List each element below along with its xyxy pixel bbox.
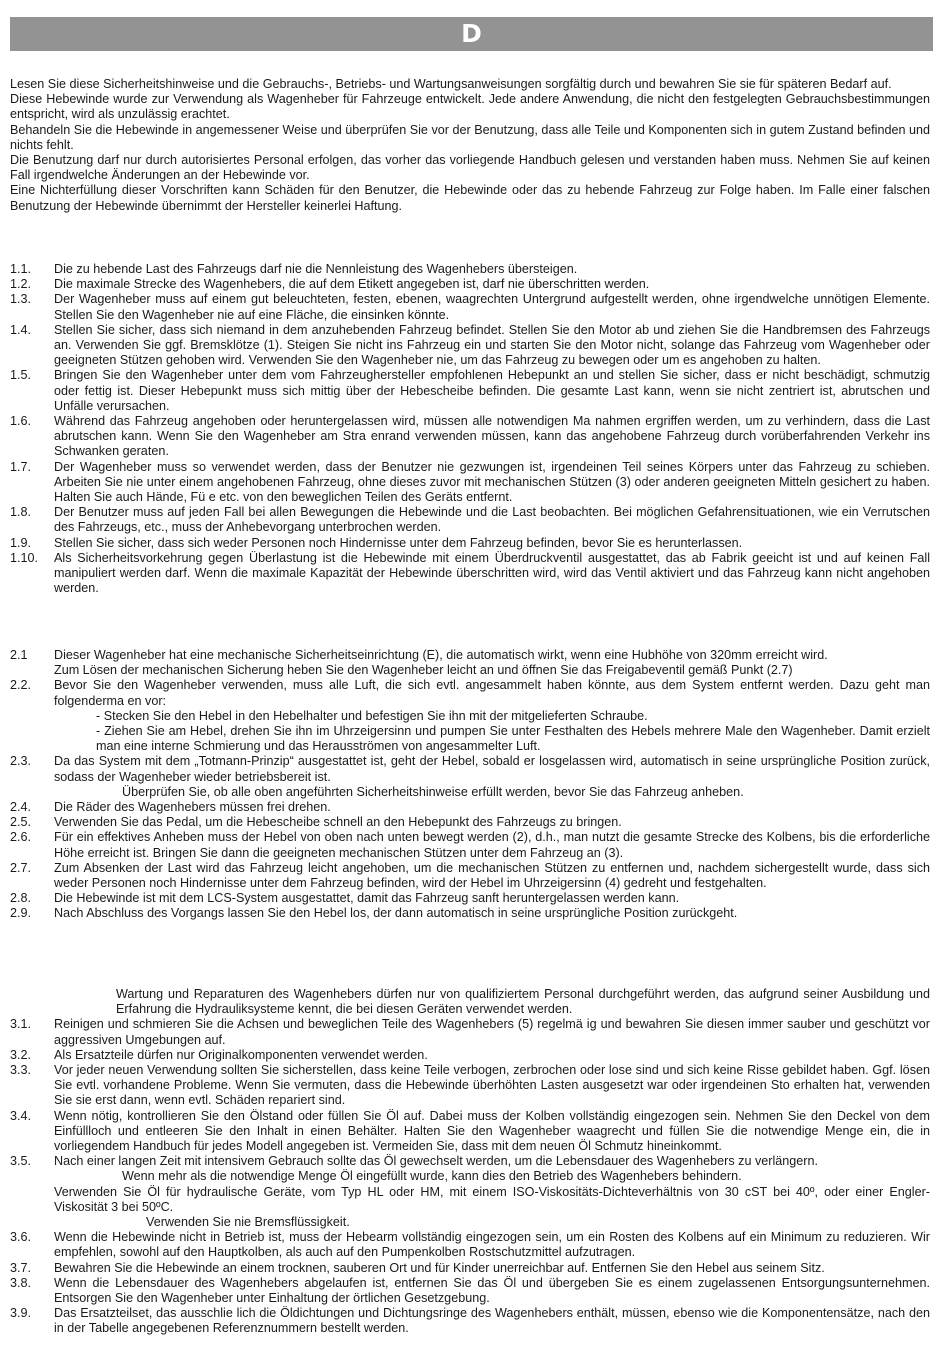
item-number: 1.6. [10,414,32,429]
item-text: Der Benutzer muss auf jeden Fall bei allen Bewegungen die Hebewinde und die Last beobachten. Bei möglichen Gefahrensituationen, wie ein Verrutschen des Fahrzeugs, etc., muss der Anhebevorgang unterbrochen werden. [54,505,930,535]
sub-step: - Ziehen Sie am Hebel, drehen Sie ihn im Uhrzeigersinn und pumpen Sie unter Festhalten des Hebels mehrere Male den Wagenheber. Damit erzielt man eine interne Schmierung und das Herausströmen von angesammelter Luft. [96,724,930,754]
item-continuation: Verwenden Sie nie Bremsflüssigkeit. [146,1215,350,1230]
item-number: 1.8. [10,505,32,520]
section-2-operation [10,648,930,922]
list-item [10,505,930,535]
item-text: Wenn die Hebewinde nicht in Betrieb ist, muss der Hebearm vollständig eingezogen sein, um ein Rosten des Kolbens auf ein Minimum zu reduzieren. Wir empfehlen, sowohl auf den Hauptkolben, als auch auf den Pumpenkolben Rostschutzmittel aufzutragen. [54,1230,930,1260]
list-item [10,1276,930,1306]
list-item [10,815,930,830]
list-item [10,277,930,292]
item-text: Nach einer langen Zeit mit intensivem Gebrauch sollte das Öl gewechselt werden, um die Lebensdauer des Wagenhebers zu verlängern. [54,1154,818,1169]
item-number: 1.4. [10,322,32,337]
item-number: 1.10. [10,550,39,565]
item-number: 1.7. [10,459,32,474]
list-item [10,800,930,815]
item-number: 2.3. [10,754,32,769]
item-number: 3.2. [10,1047,32,1062]
intro-paragraph: Lesen Sie diese Sicherheitshinweise und die Gebrauchs-, Betriebs- und Wartungsanweisungen sorgfältig durch und bewahren Sie sie für späteren Bedarf auf. [10,77,892,91]
item-text: Reinigen und schmieren Sie die Achsen und beweglichen Teile des Wagenhebers (5) regelmä ig und bewahren Sie diesen immer sauber und geschützt vor aggressiven Umgebungen auf. [54,1017,930,1047]
item-number: 2.1 [10,648,28,662]
intro-text [10,77,930,214]
item-text: Während das Fahrzeug angehoben oder heruntergelassen wird, müssen alle notwendigen Ma nahmen ergriffen werden, um zu verhindern, dass die Last abrutschen kann. Wenn Sie den Wagenheber am Stra enrand verwenden müssen, kann das angehobene Fahrzeug durch vorüberfahrenden Verkehr ins Schwanken geraten. [54,414,930,459]
item-number: 2.2. [10,678,32,693]
item-text: Dieser Wagenheber hat eine mechanische Sicherheitseinrichtung (E), die automatisch wirkt, wenn eine Hubhöhe von 320mm erreicht wird. [54,648,828,662]
item-number: 2.9. [10,906,32,921]
item-text: Der Wagenheber muss auf einem gut beleuchteten, festen, ebenen, waagrechten Untergrund aufgestellt werden, ohne irgendwelche unnötigen Elemente. Stellen Sie den Wagenheber nie auf eine Fläche, die einsinken könnte. [54,292,930,322]
item-text: Die zu hebende Last des Fahrzeugs darf nie die Nennleistung des Wagenhebers übersteigen. [54,262,578,276]
list-item [10,536,930,551]
item-text: Bringen Sie den Wagenheber unter dem vom Fahrzeughersteller empfohlenen Hebepunkt an und stellen Sie sicher, dass er nicht beschädigt, schmutzig oder fettig ist. Dieser Hebepunkt muss sich mittig über der Hebescheibe befinden. Die gesamte Last kann, wenn sie nicht zentriert ist, abrutschen und Unfälle verursachen. [54,368,930,413]
item-continuation: Zum Lösen der mechanischen Sicherung heben Sie den Wagenheber leicht an und öffnen Sie das Freigabeventil gemäß Punkt (2.7) [54,663,793,678]
list-item [10,1306,930,1336]
item-text: Verwenden Sie das Pedal, um die Hebescheibe schnell an den Hebepunkt des Fahrzeugs zu bringen. [54,815,622,830]
language-header: D [10,17,933,51]
item-text: Die Räder des Wagenhebers müssen frei drehen. [54,800,331,815]
list-item [10,1154,930,1169]
list-item [10,292,930,322]
list-item [10,551,930,597]
list-item [10,1261,930,1276]
item-number: 1.3. [10,292,32,307]
item-number: 3.9. [10,1306,32,1321]
item-number: 1.2. [10,277,32,292]
item-number: 3.8. [10,1275,32,1290]
section-3-maintenance [10,987,930,1337]
list-item [10,460,930,506]
item-text: Da das System mit dem „Totmann-Prinzip“ ausgestattet ist, geht der Hebel, sobald er losgelassen wird, automatisch in seine ursprüngliche Position zurück, sodass der Wagenheber wieder betriebsbereit ist. [54,754,930,784]
item-text: Wenn die Lebensdauer des Wagenhebers abgelaufen ist, entfernen Sie das Öl und übergeben Sie es einem zugelassenen Entsorgungsunternehmen. Entsorgen Sie den Wagenheber unter Einhaltung der örtlichen Gesetzgebung. [54,1275,930,1306]
item-text: Das Ersatzteilset, das ausschlie lich die Öldichtungen und Dichtungsringe des Wagenhebers enthält, müssen, ebenso wie die Komponentensätze, nach den in der Tabelle angegebenen Referenznummern bestellt werden. [54,1306,930,1336]
item-text: Stellen Sie sicher, dass sich weder Personen noch Hindernisse unter dem Fahrzeug befinden, bevor Sie es herunterlassen. [54,535,743,550]
list-item [10,754,930,784]
list-item [10,906,930,921]
item-text: Zum Absenken der Last wird das Fahrzeug leicht angehoben, um die mechanischen Stützen zu entfernen und, nachdem sichergestellt wurde, dass sich weder Personen noch Hindernisse unter dem Fahrzeug befinden, wird der Hebel im Uhrzeigersinn (4) gedreht und festgehalten. [54,860,930,891]
item-text: Bevor Sie den Wagenheber verwenden, muss alle Luft, die sich evtl. angesammelt haben könnte, aus dem System entfernt werden. Dazu geht man folgenderma en vor: [54,678,930,708]
item-text: Wenn nötig, kontrollieren Sie den Ölstand oder füllen Sie Öl auf. Dabei muss der Kolben vollständig eingezogen sein. Nehmen Sie den Deckel von dem Einfüllloch und entleeren Sie den Inhalt in einen Behälter. Halten Sie den Wagenheber waagrecht und füllen Sie die notwendige Menge ein, die in vorliegendem Handbuch für jedes Modell angegeben ist. Vermeiden Sie, dass mit dem neuen Öl Schmutz hineinkommt. [54,1108,930,1154]
list-item [10,891,930,906]
section-lead: Wartung und Reparaturen des Wagenhebers dürfen nur von qualifiziertem Personal durchgeführt werden, das aufgrund seiner Ausbildung und Erfahrung die Hydrauliksysteme kennt, die bei diesen Geräten verwendet werden. [116,987,930,1017]
list-item [10,1230,930,1260]
item-number: 2.6. [10,830,32,845]
list-item [10,1017,930,1047]
item-number: 2.4. [10,800,32,815]
intro-paragraph: Eine Nichterfüllung dieser Vorschriften kann Schäden für den Benutzer, die Hebewinde oder das zu hebende Fahrzeug zur Folge haben. Im Falle einer falschen Benutzung der Hebewinde übernimmt der Hersteller keinerlei Haftung. [10,183,930,213]
intro-paragraph: Behandeln Sie die Hebewinde in angemessener Weise und überprüfen Sie vor der Benutzung, dass alle Teile und Komponenten sich in gutem Zustand befinden und nichts fehlt. [10,122,930,152]
item-number: 2.8. [10,891,32,906]
section-1-safety [10,262,930,596]
item-text: Nach Abschluss des Vorgangs lassen Sie den Hebel los, der dann automatisch in seine ursprüngliche Position zurückgeht. [54,906,738,921]
item-number: 2.5. [10,815,32,830]
item-text: Stellen Sie sicher, dass sich niemand in dem anzuhebenden Fahrzeug befindet. Stellen Sie den Motor ab und ziehen Sie die Handbremsen des Fahrzeugs an. Verwenden Sie ggf. Bremsklötze (1). Steigen Sie nicht ins Fahrzeug ein und starten Sie den Motor nicht, solange das Fahrzeug vom Wagenheber oder geeigneten Stützen gehoben wird. Verwenden Sie den Wagenheber nie, um das Fahrzeug zu bewegen oder um es angehoben zu halten. [54,322,930,368]
sub-step: - Stecken Sie den Hebel in den Hebelhalter und befestigen Sie ihn mit der mitgelieferten Schraube. [96,708,648,723]
list-item [10,830,930,860]
list-item [10,1048,930,1063]
list-item [10,1109,930,1155]
item-number: 1.1. [10,262,32,276]
item-number: 3.6. [10,1230,32,1245]
list-item [10,678,930,708]
item-text: Bewahren Sie die Hebewinde an einem trocknen, sauberen Ort und für Kinder unerreichbar auf. Entfernen Sie den Hebel aus seinem Sitz. [54,1260,825,1275]
item-number: 1.5. [10,368,32,383]
list-item [10,414,930,460]
item-continuation: Verwenden Sie Öl für hydraulische Geräte, vom Typ HL oder HM, mit einem ISO-Viskositäts-Dichteverhältnis von 30 cST bei 40º, oder einer Engler-Viskosität 3 bei 50ºC. [54,1184,930,1214]
list-item [10,323,930,369]
item-text: Der Wagenheber muss so verwendet werden, dass der Benutzer nie gezwungen ist, irgendeinen Teil seines Körpers unter das Fahrzeug zu schieben. Arbeiten Sie nie unter einem angehobenen Fahrzeug, ohne dieses zuvor mit mechanischen Stützen (3) oder anderen geeigneten Mitteln gesichert zu haben. Halten Sie auch Hände, Fü e etc. von den beweglichen Teilen des Geräts entfernt. [54,459,930,505]
item-text: Als Ersatzteile dürfen nur Originalkomponenten verwendet werden. [54,1047,428,1062]
item-number: 2.7. [10,860,32,875]
item-continuation: Überprüfen Sie, ob alle oben angeführten Sicherheitshinweise erfüllt werden, bevor Sie das Fahrzeug anheben. [122,784,744,799]
list-item [10,262,930,277]
item-number: 3.5. [10,1154,32,1169]
intro-paragraph: Die Benutzung darf nur durch autorisiertes Personal erfolgen, das vorher das vorliegende Handbuch gelesen und verstanden haben muss. Nehmen Sie auf keinen Fall irgendwelche Änderungen an der Hebewinde vor. [10,153,930,183]
item-number: 3.3. [10,1063,32,1078]
list-item [10,648,930,663]
item-number: 1.9. [10,535,32,550]
item-text: Für ein effektives Anheben muss der Hebel von oben nach unten bewegt werden (2), d.h., man nutzt die gesamte Strecke des Kolbens, bis die erforderliche Höhe erreicht ist. Bringen Sie dann die geeigneten mechanischen Stützen unter dem Fahrzeug an (3). [54,830,930,860]
item-text: Die Hebewinde ist mit dem LCS-System ausgestattet, damit das Fahrzeug sanft heruntergelassen werden kann. [54,891,680,906]
item-number: 3.7. [10,1260,32,1275]
item-text: Vor jeder neuen Verwendung sollten Sie sicherstellen, dass keine Teile verbogen, zerbrochen oder lose sind und sich keine Risse gebildet haben. Ggf. lösen Sie evtl. vorhandene Probleme. Wenn Sie vermuten, dass die Hebewinde überhöhten Lasten ausgesetzt war oder irgendeinen Sto erhalten hat, verwenden Sie sie erst dann, wenn evtl. Schäden repariert sind. [54,1063,930,1108]
item-text: Die maximale Strecke des Wagenhebers, die auf dem Etikett angegeben ist, darf nie überschritten werden. [54,277,650,292]
item-continuation: Wenn mehr als die notwendige Menge Öl eingefüllt wurde, kann dies den Betrieb des Wagenhebers behindern. [122,1169,742,1184]
item-number: 3.1. [10,1017,32,1032]
item-text: Als Sicherheitsvorkehrung gegen Überlastung ist die Hebewinde mit einem Überdruckventil ausgestattet, das ab Fabrik geeicht ist und auf keinen Fall manipuliert werden darf. Wenn die maximale Kapazität der Hebewinde überschritten wird, wird das Ventil aktiviert und das Fahrzeug kann nicht angehoben werden. [54,550,930,596]
list-item [10,861,930,891]
list-item [10,1063,930,1109]
item-number: 3.4. [10,1108,32,1123]
intro-paragraph: Diese Hebewinde wurde zur Verwendung als Wagenheber für Fahrzeuge entwickelt. Jede andere Anwendung, die nicht den festgelegten Gebrauchsbestimmungen entspricht, wird als unzulässig erachtet. [10,92,930,122]
list-item [10,368,930,414]
